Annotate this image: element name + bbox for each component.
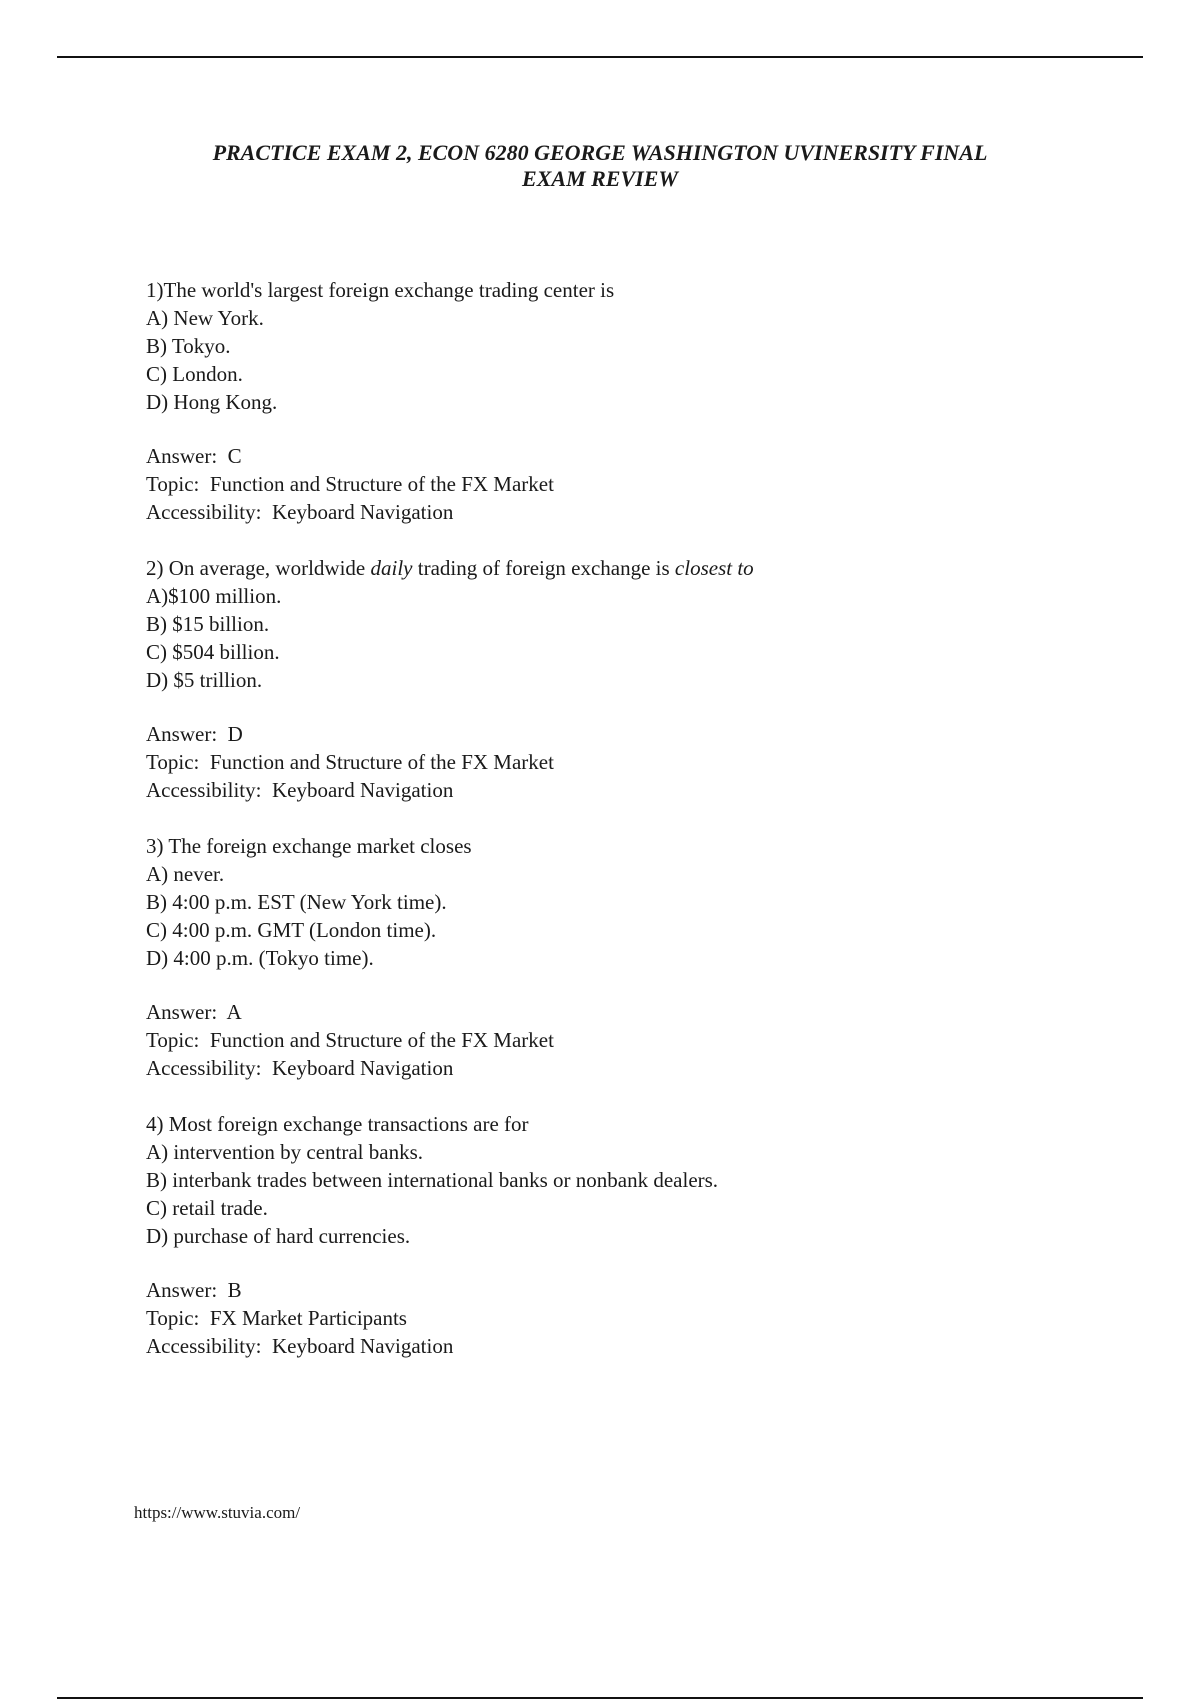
top-divider xyxy=(57,56,1143,58)
question-text: 4) Most foreign exchange transactions are for xyxy=(146,1112,529,1136)
accessibility-text: Accessibility: Keyboard Navigation xyxy=(146,500,454,524)
question-emphasis-closest: closest to xyxy=(674,556,754,580)
accessibility-text: Accessibility: Keyboard Navigation xyxy=(146,1056,454,1080)
question-middle: trading of foreign exchange is xyxy=(412,556,675,580)
question-prefix: 2) On average, worldwide xyxy=(146,556,371,580)
answer-text: Answer: B xyxy=(146,1278,242,1302)
option-a: A)$100 million. xyxy=(146,584,282,608)
title-line-2: EXAM REVIEW xyxy=(522,166,678,191)
option-b: B) 4:00 p.m. EST (New York time). xyxy=(146,890,447,914)
option-c: C) London. xyxy=(146,362,243,386)
option-d: D) $5 trillion. xyxy=(146,668,263,692)
option-d: D) 4:00 p.m. (Tokyo time). xyxy=(146,946,374,970)
option-d: D) Hong Kong. xyxy=(146,390,278,414)
page-title xyxy=(100,140,1100,192)
option-b: B) Tokyo. xyxy=(146,334,231,358)
option-a: A) New York. xyxy=(146,306,264,330)
bottom-divider xyxy=(57,1697,1143,1699)
question-text: 1)The world's largest foreign exchange trading center is xyxy=(146,278,615,302)
option-c: C) 4:00 p.m. GMT (London time). xyxy=(146,918,437,942)
question-text xyxy=(146,554,1046,582)
option-c: C) $504 billion. xyxy=(146,640,280,664)
question-block-2 xyxy=(146,554,1046,804)
title-line-1: PRACTICE EXAM 2, ECON 6280 GEORGE WASHINGTON UVINERSITY FINAL xyxy=(212,140,988,165)
question-emphasis-daily: daily xyxy=(370,556,413,580)
topic-text: Topic: Function and Structure of the FX Market xyxy=(146,1028,554,1052)
question-block-3 xyxy=(146,832,1046,1082)
question-block-1 xyxy=(146,276,1046,526)
option-b: B) interbank trades between international banks or nonbank dealers. xyxy=(146,1168,719,1192)
option-a: A) intervention by central banks. xyxy=(146,1140,423,1164)
question-text: 3) The foreign exchange market closes xyxy=(146,834,472,858)
accessibility-text: Accessibility: Keyboard Navigation xyxy=(146,1334,454,1358)
answer-text: Answer: A xyxy=(146,1000,242,1024)
exam-content xyxy=(146,276,1046,1360)
option-a: A) never. xyxy=(146,862,225,886)
topic-text: Topic: FX Market Participants xyxy=(146,1306,407,1330)
option-d: D) purchase of hard currencies. xyxy=(146,1224,411,1248)
answer-text: Answer: C xyxy=(146,444,242,468)
question-block-4 xyxy=(146,1110,1046,1360)
topic-text: Topic: Function and Structure of the FX Market xyxy=(146,750,554,774)
option-b: B) $15 billion. xyxy=(146,612,270,636)
footer-url-link[interactable]: https://www.stuvia.com/ xyxy=(134,1503,301,1522)
answer-text: Answer: D xyxy=(146,722,243,746)
topic-text: Topic: Function and Structure of the FX Market xyxy=(146,472,554,496)
option-c: C) retail trade. xyxy=(146,1196,268,1220)
accessibility-text: Accessibility: Keyboard Navigation xyxy=(146,778,454,802)
